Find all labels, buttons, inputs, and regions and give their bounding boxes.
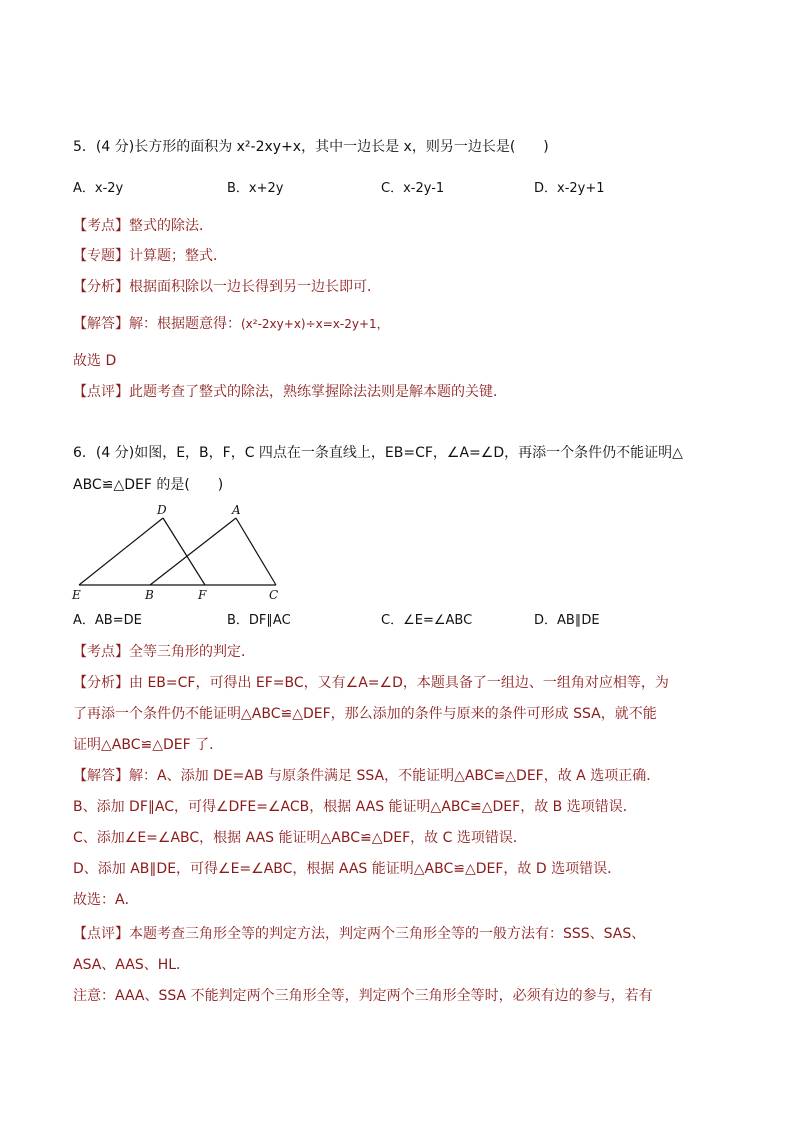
q5-dianping — [73, 382, 507, 402]
q6-jieda-line4: D、添加 AB∥DE，可得∠E=∠ABC，根据 AAS 能证明△ABC≌△DEF，故 D 选项错误． — [73, 861, 622, 877]
q5-fenxi — [73, 277, 381, 297]
q6-dianping-line1 — [73, 924, 645, 944]
q5-jieda — [73, 314, 389, 334]
q6-jieda-line1 — [73, 766, 660, 786]
dianping-text: 此题考查了整式的除法，熟练掌握除法法则是解本题的关键． — [129, 384, 507, 400]
q6-stem-line2: ABC≌△DEF 的是( ) — [73, 477, 224, 493]
label-b: B — [145, 588, 154, 602]
kaodian-text: 整式的除法． — [129, 218, 213, 234]
q6-jieda-line3: C、添加∠E=∠ABC，根据 AAS 能证明△ABC≌△DEF，故 C 选项错误． — [73, 830, 527, 846]
q5-conclusion: 故选 D — [73, 353, 117, 369]
q6-fenxi-line2: 了再添一个条件仍不能证明△ABC≌△DEF，那么添加的条件与原来的条件可形成 SSA，就不能 — [73, 706, 657, 722]
segment-ba — [150, 518, 236, 585]
q6-option-c: C．∠E=∠ABC — [381, 613, 473, 628]
jieda-text: 解：A、添加 DE=AB 与原条件满足 SSA，不能证明△ABC≌△DEF，故 A 选项正确． — [129, 768, 661, 784]
q6-note: 注意：AAA、SSA 不能判定两个三角形全等，判定两个三角形全等时，必须有边的参与，若有 — [73, 988, 653, 1004]
q6-option-a: A．AB=DE — [73, 613, 142, 628]
q6-kaodian — [73, 642, 255, 662]
q5-option-b: B．x+2y — [227, 181, 284, 196]
q5-option-d: D．x-2y+1 — [534, 181, 605, 196]
q5-zhuanti — [73, 246, 227, 266]
kaodian-text: 全等三角形的判定． — [129, 644, 255, 660]
fenxi-tag: 【分析】 — [73, 279, 129, 295]
segment-df — [163, 518, 205, 585]
q6-option-b: B．DF∥AC — [227, 613, 291, 628]
dianping-tag: 【点评】 — [73, 384, 129, 400]
jieda-formula: (x²-2xy+x)÷x=x-2y+1， — [241, 317, 389, 331]
q6-dianping-line2: ASA、AAS、HL． — [73, 957, 191, 973]
dianping-text: 本题考查三角形全等的判定方法，判定两个三角形全等的一般方法有：SSS、SAS、 — [129, 926, 646, 942]
fenxi-text: 由 EB=CF，可得出 EF=BC，又有∠A=∠D，本题具备了一组边、一组角对应相等，为 — [129, 675, 669, 691]
q6-fenxi-line3: 证明△ABC≌△DEF 了． — [73, 737, 224, 753]
zhuanti-tag: 【专题】 — [73, 248, 129, 264]
triangle-figure — [70, 500, 285, 605]
q6-option-d: D．AB∥DE — [534, 613, 600, 628]
dianping-tag: 【点评】 — [73, 926, 129, 942]
zhuanti-text: 计算题；整式． — [129, 248, 227, 264]
q5-stem: 5．(4 分)长方形的面积为 x²-2xy+x，其中一边长是 x，则另一边长是( ) — [73, 139, 549, 155]
fenxi-tag: 【分析】 — [73, 675, 129, 691]
jieda-tag: 【解答】 — [73, 768, 129, 784]
jieda-tag: 【解答】 — [73, 316, 129, 332]
segment-ac — [236, 518, 276, 585]
label-a: A — [232, 503, 241, 517]
kaodian-tag: 【考点】 — [73, 644, 129, 660]
q5-option-a: A．x-2y — [73, 181, 124, 196]
fenxi-text: 根据面积除以一边长得到另一边长即可． — [129, 279, 381, 295]
segment-ed — [79, 518, 163, 585]
q5-kaodian — [73, 216, 213, 236]
kaodian-tag: 【考点】 — [73, 218, 129, 234]
label-e: E — [72, 588, 81, 602]
q5-option-c: C．x-2y-1 — [381, 181, 445, 196]
label-d: D — [157, 503, 167, 517]
q6-conclusion: 故选：A． — [73, 892, 139, 908]
q6-stem-line1: 6．(4 分)如图，E，B，F，C 四点在一条直线上，EB=CF，∠A=∠D，再添一个条件仍不能证明△ — [73, 445, 683, 461]
q6-jieda-line2: B、添加 DF∥AC，可得∠DFE=∠ACB，根据 AAS 能证明△ABC≌△DEF，故 B 选项错误． — [73, 799, 637, 815]
label-c: C — [269, 588, 279, 602]
jieda-prefix: 解：根据题意得： — [129, 316, 241, 332]
label-f: F — [198, 588, 207, 602]
q6-fenxi-line1 — [73, 673, 669, 693]
